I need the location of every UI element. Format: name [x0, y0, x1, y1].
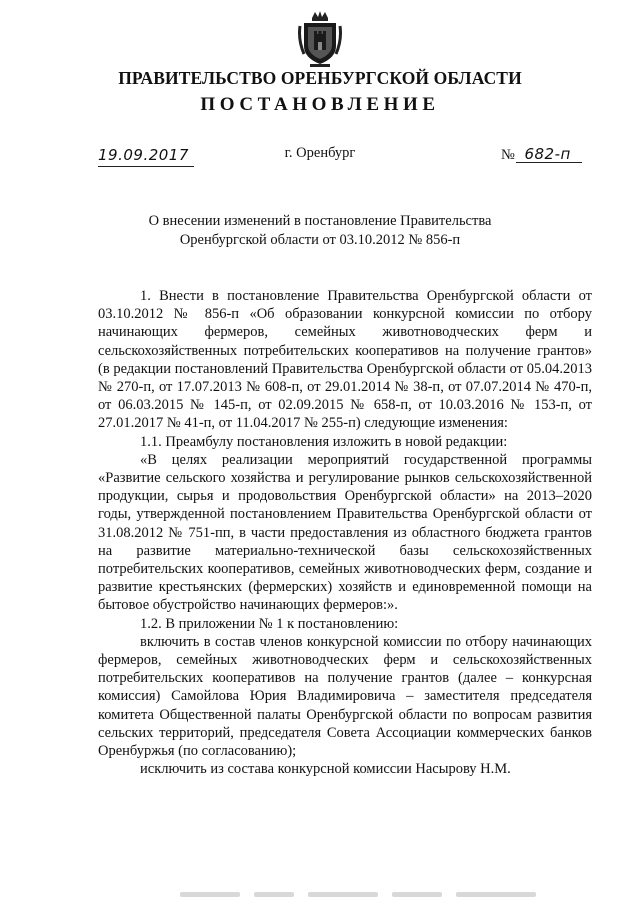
number-label: №	[501, 147, 515, 163]
coat-of-arms-icon	[298, 10, 342, 68]
subject-line-2: Оренбургской области от 03.10.2012 № 856-п	[179, 232, 461, 248]
paragraph-1-2: 1.2. В приложении № 1 к постановлению:	[140, 615, 399, 632]
paragraph-1: 1. Внести в постановление Правительства Оренбургской области от 03.10.2012 № 856-п «Об образовании конкурсной комиссии по отбору начинающих фермеров, семейных животноводческих ферм и сельскохозяйственных потребительских кооперативов на получение грантов» (в редакции постановлений Правительства Оренбургской области от 05.04.2013 № 270-п, от 17.07.2013 № 608-п, от 29.01.2014 № 38-п, от 07.07.2014 № 470-п, от 06.03.2015 № 145-п, от 02.09.2015 № 658-п, от 10.03.2016 № 153-п, от 27.01.2017 № 41-п, от 11.04.2017 № 255-п) следующие изменения:	[98, 288, 592, 432]
paragraph-preamble: «В целях реализации мероприятий государственной программы «Развитие сельского хозяйства и регулирование рынков сельскохозяйственной продукции, сырья и продовольствия Оренбургской области» на 2013–2020 годы, утвержденной постановлением Правительства Оренбургской области от 31.08.2012 № 751-пп, в части предоставления из областного бюджета грантов на развитие материально-технической базы сельскохозяйственных потребительских кооперативов, семейных животноводческих ферм, создание и развитие крестьянских (фермерских) хозяйств и единовременной помощи на бытовое обустройство начинающих фермеров:».	[98, 451, 592, 614]
document-type-title: ПОСТАНОВЛЕНИЕ	[200, 94, 440, 115]
document-city: г. Оренбург	[284, 145, 356, 161]
number-underline	[516, 162, 582, 163]
subject-line-1: О внесении изменений в постановление Правительства	[148, 213, 492, 229]
document-body	[98, 287, 592, 778]
paragraph-exclude: исключить из состава конкурсной комиссии Насырову Н.М.	[140, 761, 511, 778]
paragraph-1-1: 1.1. Преамбулу постановления изложить в новой редакции:	[140, 433, 508, 450]
paragraph-include: включить в состав членов конкурсной комиссии по отбору начинающих фермеров, семейных животноводческих ферм и сельскохозяйственных потребительских кооперативов на получение грантов (далее – конкурсная комиссия) Самойлова Юрия Владимировича – заместителя председателя комитета Общественной палаты Оренбургской области по вопросам развития сельских территорий, председателя Совета Ассоциации коммерческих банков Оренбуржья (по согласованию);	[98, 633, 592, 760]
document-date: 19.09.2017	[98, 146, 189, 164]
organization-name: ПРАВИТЕЛЬСТВО ОРЕНБУРГСКОЙ ОБЛАСТИ	[118, 68, 522, 88]
next-page-bleedthrough	[180, 884, 580, 898]
document-subject	[0, 212, 640, 250]
document-number: 682-п	[524, 145, 571, 163]
